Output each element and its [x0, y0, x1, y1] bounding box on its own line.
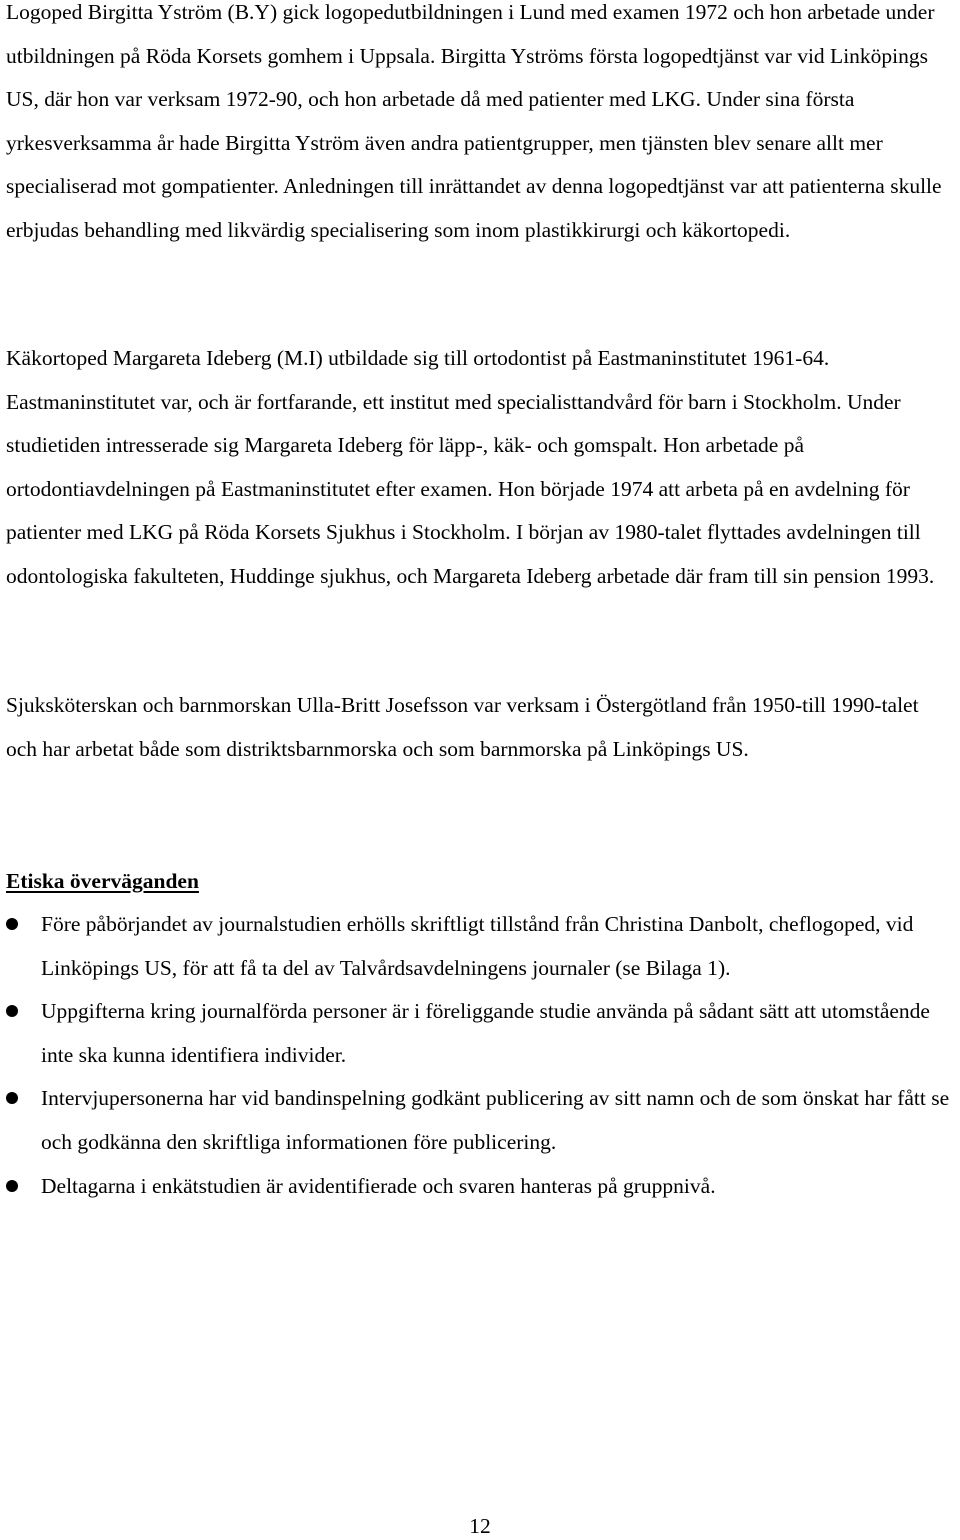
paragraph-logoped-birgitta: Logoped Birgitta Yström (B.Y) gick logopedutbildningen i Lund med examen 1972 och hon arbetade under utbildningen på Röda Korsets gomhem i Uppsala. Birgitta Yströms första logopedtjänst var vid Linköpings US, där hon var verksam 1972-90, och hon arbetade då med patienter med LKG. Under sina första yrkesverksamma år hade Birgitta Yström även andra patientgrupper, men tjänsten blev senare allt mer specialiserad mot gompatienter. Anledningen till inrättandet av denna logopedtjänst var att patienterna skulle erbjudas behandling med likvärdig specialisering som inom plastikkirurgi och käkortopedi. — [6, 0, 942, 242]
list-item-text: Deltagarna i enkätstudien är avidentifierade och svaren hanteras på gruppnivå. — [41, 1173, 716, 1198]
list-item — [0, 990, 950, 1077]
ethics-bullet-list — [0, 903, 950, 1208]
page-number: 12 — [469, 1514, 491, 1538]
list-item — [0, 1165, 950, 1209]
list-item-text: Intervjupersonerna har vid bandinspelning godkänt publicering av sitt namn och de som önskat har fått se och godkänna den skriftliga informationen före publicering. — [41, 1086, 950, 1154]
list-item-text: Före påbörjandet av journalstudien erhölls skriftligt tillstånd från Christina Danbolt, cheflogoped, vid Linköpings US, för att få ta del av Talvårdsavdelningens journaler (se Bilaga 1). — [41, 912, 914, 980]
section-heading: Etiska överväganden — [6, 869, 199, 893]
bullet-dot-icon — [6, 918, 18, 930]
list-item-text: Uppgifterna kring journalförda personer är i föreliggande studie använda på sådant sätt att utomstående inte ska kunna identifiera individer. — [41, 999, 930, 1067]
list-item — [0, 903, 950, 990]
list-item — [0, 1077, 950, 1164]
paragraph-sjukskoterska-ulla-britt: Sjuksköterskan och barnmorskan Ulla-Britt Josefsson var verksam i Östergötland från 1950-till 1990-talet och har arbetat både som distriktsbarnmorska och som barnmorska på Linköpings US. — [6, 693, 919, 761]
bullet-dot-icon — [6, 1092, 18, 1104]
paragraph-kakortoped-margareta: Käkortoped Margareta Ideberg (M.I) utbildade sig till ortodontist på Eastmaninstitutet 1961-64. Eastmaninstitutet var, och är fortfarande, ett institut med specialisttandvård för barn i Stockholm. Under studietiden intresserade sig Margareta Ideberg för läpp-, käk- och gomspalt. Hon arbetade på ortodontiavdelningen på Eastmaninstitutet efter examen. Hon började 1974 att arbeta på en avdelning för patienter med LKG på Röda Korsets Sjukhus i Stockholm. I början av 1980-talet flyttades avdelningen till odontologiska fakulteten, Huddinge sjukhus, och Margareta Ideberg arbetade där fram till sin pension 1993. — [6, 346, 935, 588]
bullet-dot-icon — [6, 1180, 18, 1192]
bullet-dot-icon — [6, 1005, 18, 1017]
